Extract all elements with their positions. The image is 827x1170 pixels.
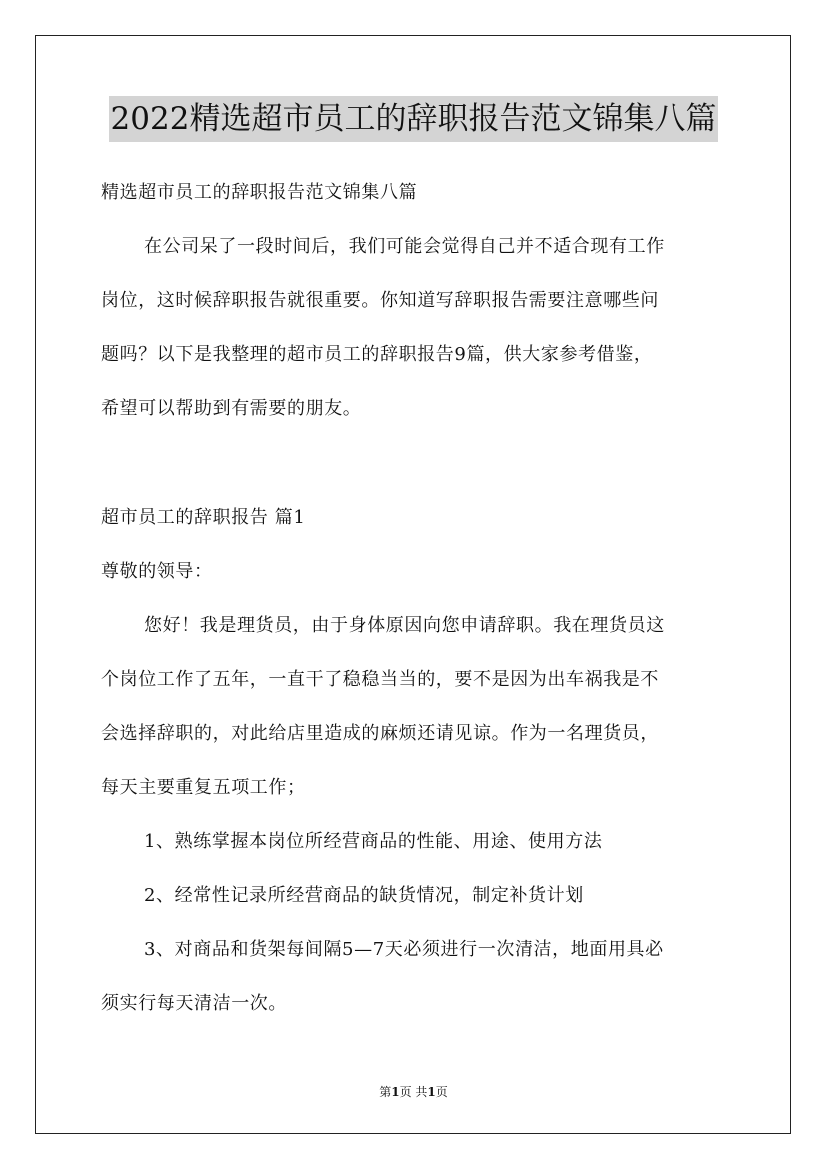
page-number-footer: [0, 1083, 827, 1101]
page-mid: 页 共: [399, 1085, 428, 1099]
intro-paragraph-line: 在公司呆了一段时间后，我们可能会觉得自己并不适合现有工作: [144, 236, 665, 257]
section-heading: 超市员工的辞职报告 篇1: [101, 507, 306, 528]
list-item: 3、对商品和货架每间隔5—7天必须进行一次清洁，地面用具必: [144, 939, 664, 960]
body-paragraph-line: 会选择辞职的，对此给店里造成的麻烦还请见谅。作为一名理货员，: [101, 723, 659, 744]
intro-paragraph-line: 题吗？以下是我整理的超市员工的辞职报告9篇，供大家参考借鉴，: [101, 344, 653, 365]
document-title-block: [0, 96, 827, 142]
body-paragraph-line: 每天主要重复五项工作；: [101, 777, 306, 798]
intro-paragraph-line: 希望可以帮助到有需要的朋友。: [101, 398, 362, 419]
body-paragraph-line: 个岗位工作了五年，一直干了稳稳当当的，要不是因为出车祸我是不: [101, 669, 659, 690]
list-item: 1、熟练掌握本岗位所经营商品的性能、用途、使用方法: [144, 831, 603, 852]
document-subtitle: 精选超市员工的辞职报告范文锦集八篇: [101, 182, 418, 203]
page-prefix: 第: [379, 1085, 392, 1099]
page-current: 1: [391, 1085, 400, 1099]
body-paragraph-line: 您好！我是理货员，由于身体原因向您申请辞职。我在理货员这: [144, 615, 665, 636]
salutation: 尊敬的领导：: [101, 561, 213, 582]
page-suffix: 页: [435, 1085, 448, 1099]
intro-paragraph-line: 岗位，这时候辞职报告就很重要。你知道写辞职报告需要注意哪些问: [101, 290, 659, 311]
document-title: 2022精选超市员工的辞职报告范文锦集八篇: [109, 96, 719, 142]
list-item: 2、经常性记录所经营商品的缺货情况，制定补货计划: [144, 885, 584, 906]
page-total: 1: [427, 1085, 436, 1099]
list-item-continuation: 须实行每天清洁一次。: [101, 993, 287, 1014]
